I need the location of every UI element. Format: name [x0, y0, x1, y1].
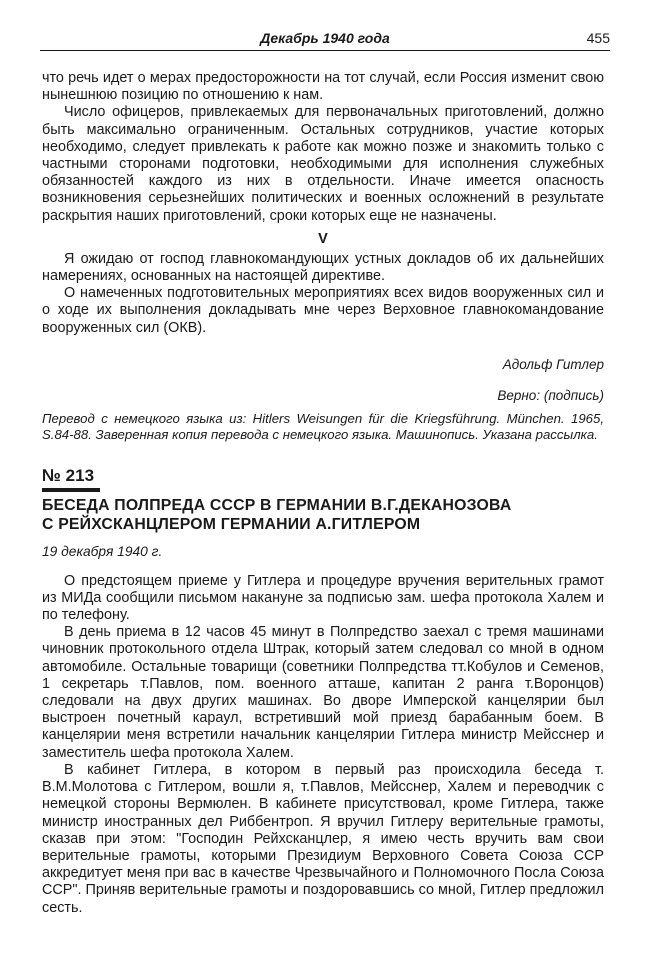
- document-date: 19 декабря 1940 г.: [42, 543, 163, 559]
- continuation-paragraph: что речь идет о мерах предосторожности на тот случай, если Россия изменит свою нынешнюю позицию по отношению к нам.: [42, 70, 604, 104]
- running-header: [40, 28, 610, 51]
- signature: Адольф Гитлер: [502, 356, 604, 372]
- certification-line: Верно: (подпись): [497, 387, 604, 403]
- page-content: [42, 70, 604, 917]
- body-paragraph-2: В день приема в 12 часов 45 минут в Полпредство заехал с тремя машинами чиновник протокольного отдела Штрак, который затем следовал со мной в одном автомобиле. Остальные товарищи (советники Полпредства тт.Кобулов и Семенов, 1 секретарь т.Павлов, пом. военного атташе, капитан 2 ранга т.Воронцов) следовали на двух других машинах. Во дворе Имперской канцелярии был выстроен почетный караул, встретивший мой приезд барабанным боем. В канцелярии меня встретили начальник канцелярии Гитлера министр Мейсснер и заместитель шефа протокола Халем.: [42, 624, 604, 761]
- document-title-line-2: С РЕЙХСКАНЦЛЕРОМ ГЕРМАНИИ А.ГИТЛЕРОМ: [42, 515, 421, 533]
- body-paragraph-3: В кабинет Гитлера, в котором в первый раз происходила беседа т. В.М.Молотова с Гитлером, вошли я, т.Павлов, Мейсснер, Халем и переводчик с немецкой стороны Вермюлен. В кабинете присутствовал, кроме Гитлера, также министр иностранных дел Риббентроп. Я вручил Гитлеру верительные грамоты, сказав при этом: "Господин Рейхсканцлер, я имею честь вручить вам свои верительные грамоты, которыми Президиум Верховного Совета Союза ССР аккредитует меня при вас в качестве Чрезвычайного и Полномочного Посла Союза ССР". Приняв верительные грамоты и поздоровавшись со мной, Гитлер предложил сесть.: [42, 761, 604, 916]
- measures-paragraph: О намеченных подготовительных мероприятиях всех видов вооруженных сил и о ходе их выполнения докладывать мне через Верховное главнокомандование вооруженных сил (ОКВ).: [42, 285, 604, 336]
- section-numeral: V: [318, 230, 328, 247]
- document-number: № 213: [42, 465, 95, 485]
- document-number-rule: [42, 488, 100, 492]
- page-number: 455: [586, 30, 610, 46]
- body-paragraph-1: О предстоящем приеме у Гитлера и процедуре вручения верительных грамот из МИДа сообщили письмом накануне за подписью зам. шефа протокола Халем и по телефону.: [42, 572, 604, 624]
- running-title: Декабрь 1940 года: [260, 30, 390, 46]
- document-title: [42, 496, 604, 534]
- source-note: Перевод с немецкого языка из: Hitlers Weisungen für die Kriegsführung. München. 1965, S.84-88. Заверенная копия перевода с немецкого языка. Машинопись. Указана рассылка.: [42, 410, 604, 443]
- reports-paragraph: Я ожидаю от господ главнокомандующих устных докладов об их дальнейших намерениях, основанных на настоящей директиве.: [42, 250, 604, 285]
- officers-paragraph: Число офицеров, привлекаемых для первоначальных приготовлений, должно быть максимально ограниченным. Остальных сотрудников, участие которых необходимо, следует привлекать к работе как можно позже и знакомить только с частными сторонами подготовки, необходимыми для исполнения служебных обязанностей каждого из них в отдельности. Иначе имеется опасность возникновения серьезнейших политических и военных осложнений в результате раскрытия наших приготовлений, сроки которых еще не назначены.: [42, 104, 604, 224]
- document-title-line-1: БЕСЕДА ПОЛПРЕДА СССР В ГЕРМАНИИ В.Г.ДЕКАНОЗОВА: [42, 496, 512, 514]
